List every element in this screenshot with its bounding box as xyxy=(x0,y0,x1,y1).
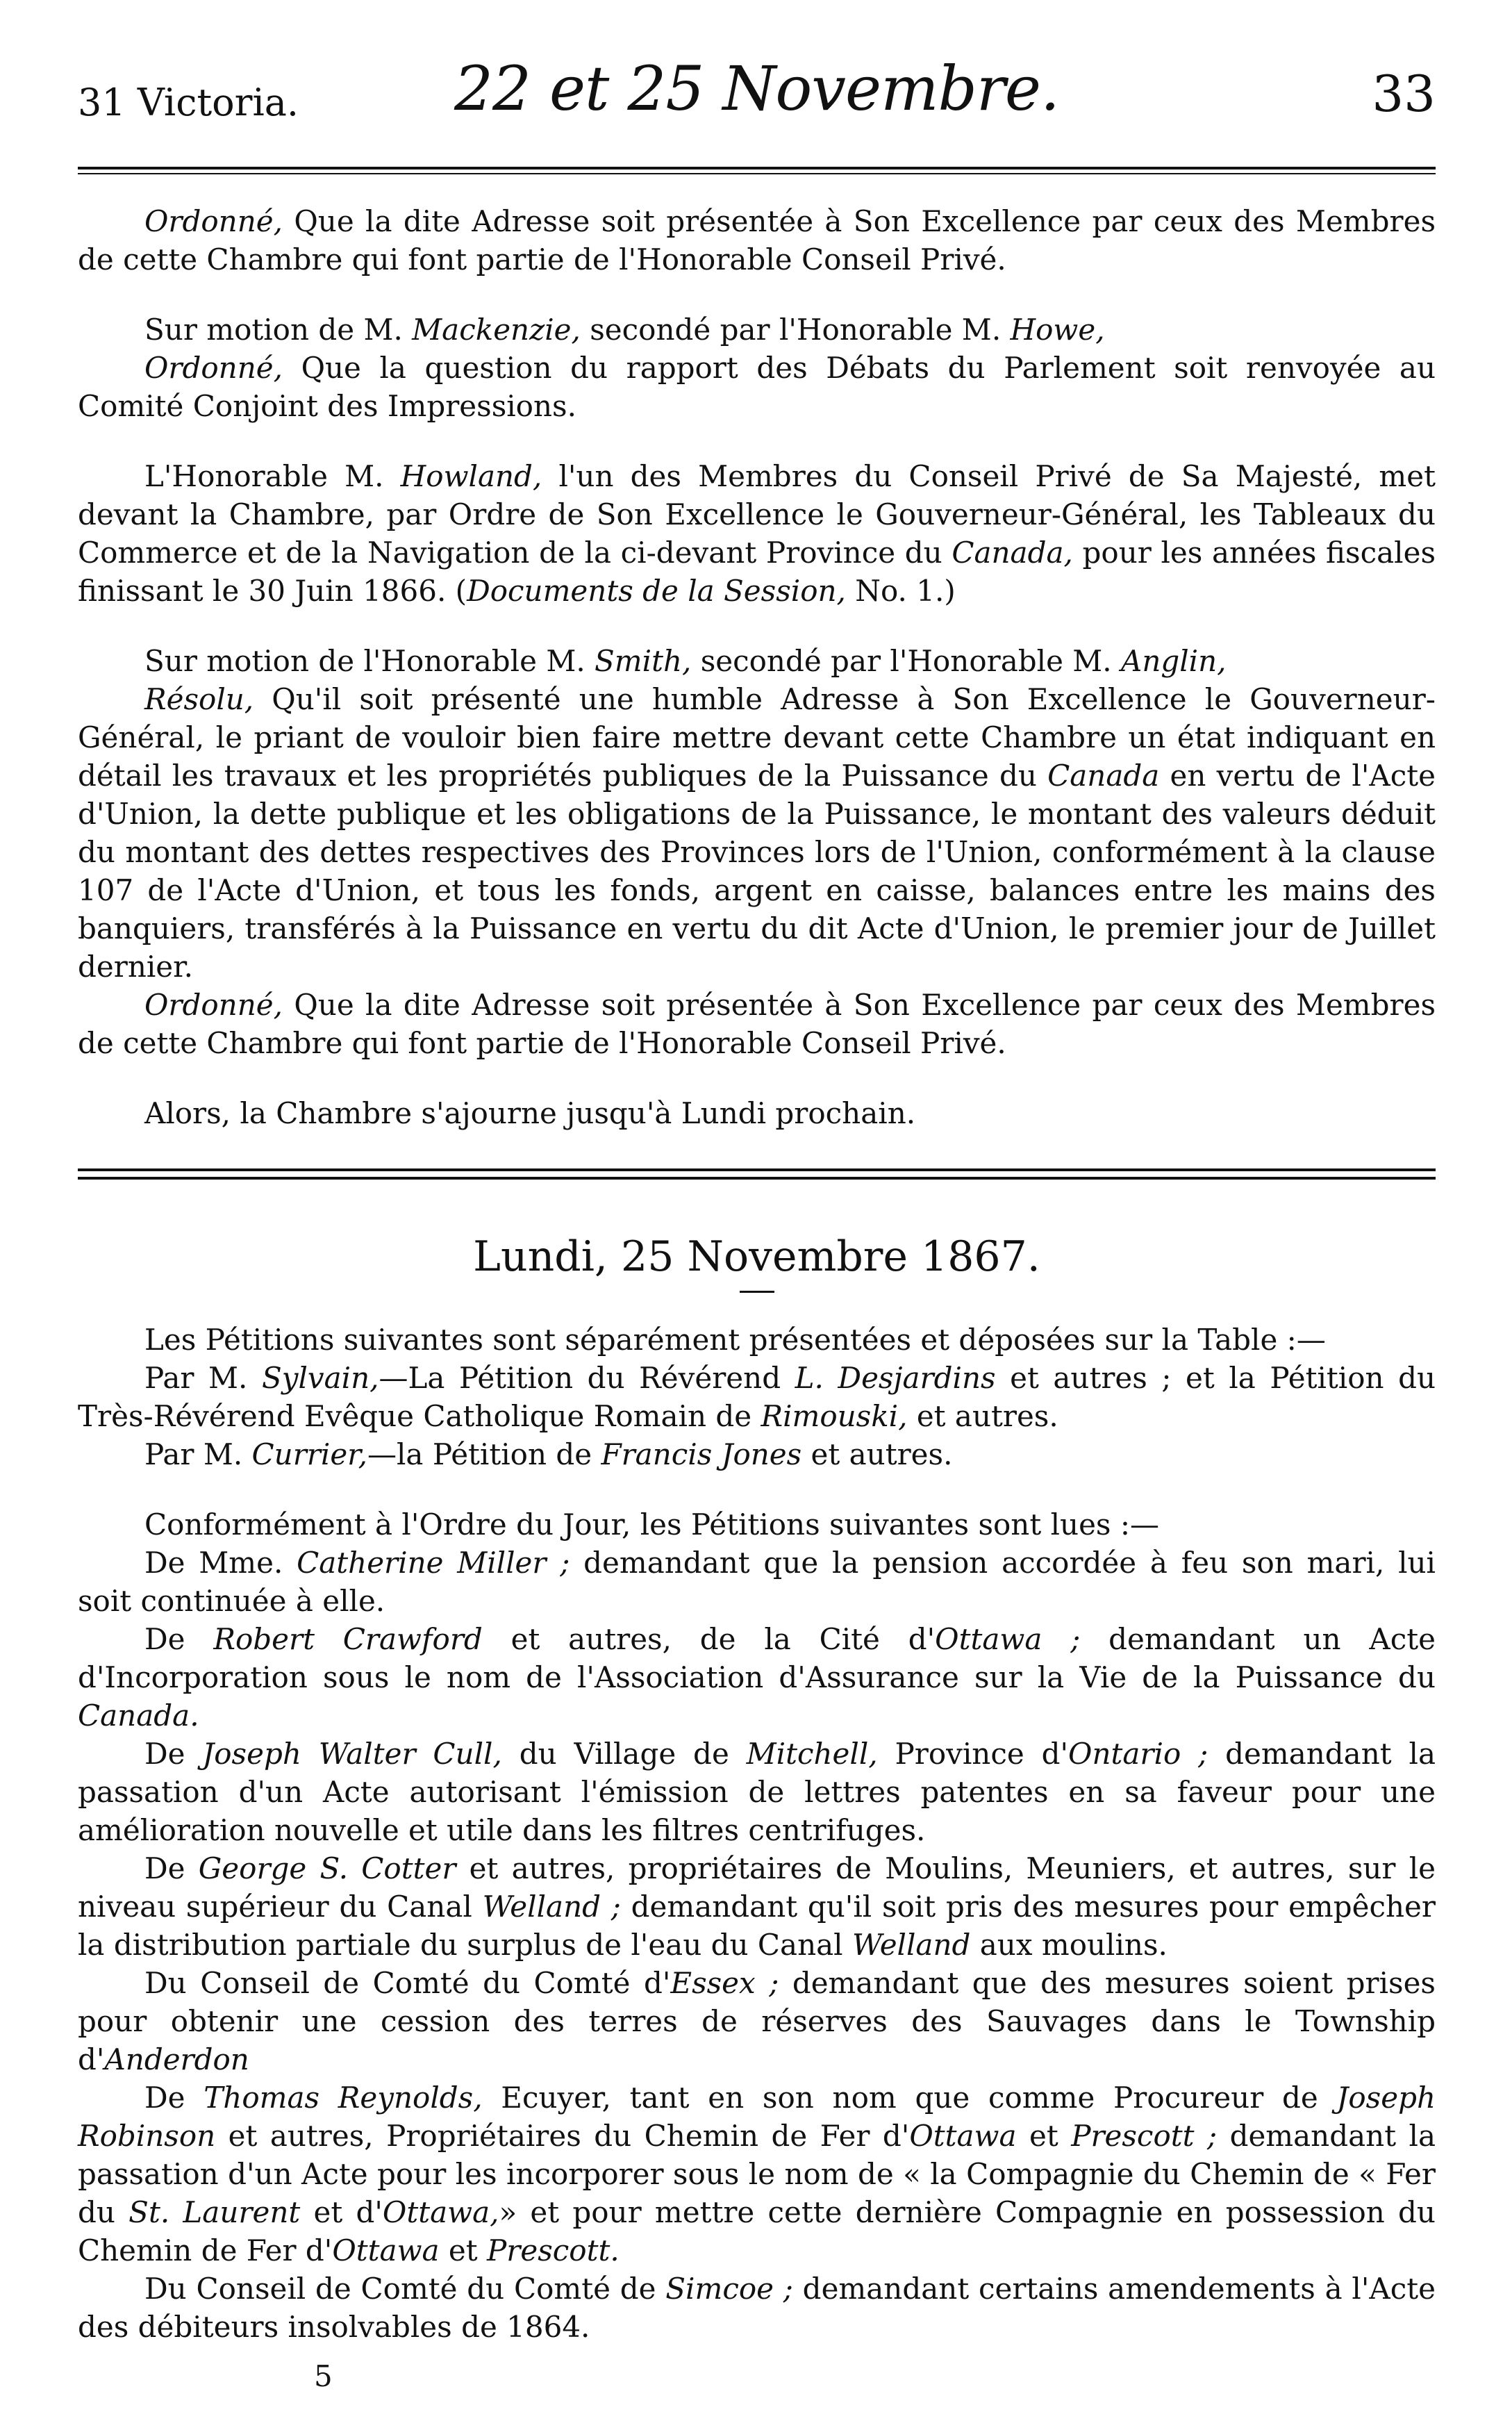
paragraph-petition-cotter: De George S. Cotter et autres, propriétaires de Moulins, Meuniers, et autres, sur le niveau supérieur du Canal Welland ; demandant qu'il soit pris des mesures pour empêcher la distribution partiale du surplus de l'eau du Canal Welland aux moulins. xyxy=(78,1851,1436,1962)
paragraph-ordonne-adresse: Ordonné, Que la dite Adresse soit présentée à Son Excellence par ceux des Membres de cette Chambre qui font partie de l'Honorable Conseil Privé. xyxy=(78,204,1436,276)
paragraph-resolu-adresse: Résolu, Qu'il soit présenté une humble Adresse à Son Excellence le Gouverneur-Général, le priant de vouloir bien faire mettre devant cette Chambre un état indiquant en détail les travaux et les propriétés publiques de la Puissance du Canada en vertu de l'Acte d'Union, la dette publique et les obligations de la Puissance, le montant des valeurs déduit du montant des dettes respectives des Provinces lors de l'Union, conformément à la clause 107 de l'Acte d'Union, et tous les fonds, argent en caisse, balances entre les mains des banquiers, transférés à la Puissance en vertu du dit Acte d'Union, le premier jour de Juillet dernier. xyxy=(78,682,1436,984)
paragraph-petitions-lues: Conformément à l'Ordre du Jour, les Pétitions suivantes sont lues :— xyxy=(144,1507,1159,1542)
section-rule xyxy=(78,1168,1436,1180)
paragraph-motion-mackenzie: Sur motion de M. Mackenzie, secondé par l'Honorable M. Howe, xyxy=(144,313,1105,347)
title-underline xyxy=(740,1291,774,1293)
header-rule xyxy=(78,167,1436,174)
running-header xyxy=(78,53,1436,146)
paragraph-ordonne-adresse-2: Ordonné, Que la dite Adresse soit présentée à Son Excellence par ceux des Membres de cette Chambre qui font partie de l'Honorable Conseil Privé. xyxy=(78,988,1436,1060)
sitting-date-title: Lundi, 25 Novembre 1867. xyxy=(473,1232,1040,1281)
paragraph-petition-essex: Du Conseil de Comté du Comté d'Essex ; demandant que des mesures soient prises pour obtenir une cession des terres de réserves des Sauvages dans le Township d'Anderdon xyxy=(78,1966,1436,2076)
paragraph-ajournement: Alors, la Chambre s'ajourne jusqu'à Lundi prochain. xyxy=(144,1096,916,1130)
paragraph-ordonne-debats: Ordonné, Que la question du rapport des Débats du Parlement soit renvoyée au Comité Conjoint des Impressions. xyxy=(78,351,1436,423)
signature-mark: 5 xyxy=(314,2359,333,2393)
paragraph-petition-miller: De Mme. Catherine Miller ; demandant que la pension accordée à feu son mari, lui soit continuée à elle. xyxy=(78,1546,1436,1618)
paragraph-petition-crawford: De Robert Crawford et autres, de la Cité d'Ottawa ; demandant un Acte d'Incorporation sous le nom de l'Association d'Assurance sur la Vie de la Puissance du Canada. xyxy=(78,1622,1436,1733)
paragraph-petition-simcoe: Du Conseil de Comté du Comté de Simcoe ; demandant certains amendements à l'Acte des débiteurs insolvables de 1864. xyxy=(78,2272,1436,2344)
paragraph-par-currier: Par M. Currier,—la Pétition de Francis Jones et autres. xyxy=(144,1437,953,1471)
paragraph-petition-reynolds: De Thomas Reynolds, Ecuyer, tant en son nom que comme Procureur de Joseph Robinson et autres, Propriétaires du Chemin de Fer d'Ottawa et Prescott ; demandant la passation d'un Acte pour les incorporer sous le nom de « la Compagnie du Chemin de « Fer du St. Laurent et d'Ottawa,» et pour mettre cette dernière Compagnie en possession du Chemin de Fer d'Ottawa et Prescott. xyxy=(78,2081,1436,2267)
header-date-range: 22 et 25 Novembre. xyxy=(454,53,1059,124)
paragraph-par-sylvain: Par M. Sylvain,—La Pétition du Révérend L. Desjardins et autres ; et la Pétition du Très-Révérend Evêque Catholique Romain de Rimouski, et autres. xyxy=(78,1361,1436,1433)
paragraph-motion-smith: Sur motion de l'Honorable M. Smith, secondé par l'Honorable M. Anglin, xyxy=(144,644,1227,678)
header-regnal-year: 31 Victoria. xyxy=(78,81,299,124)
paragraph-howland-tableaux: L'Honorable M. Howland, l'un des Membres du Conseil Privé de Sa Majesté, met devant la Chambre, par Ordre de Son Excellence le Gouverneur-Général, les Tableaux du Commerce et de la Navigation de la ci-devant Province du Canada, pour les années fiscales finissant le 30 Juin 1866. (Documents de la Session, No. 1.) xyxy=(78,459,1436,608)
paragraph-petition-cull: De Joseph Walter Cull, du Village de Mitchell, Province d'Ontario ; demandant la passation d'un Acte autorisant l'émission de lettres patentes en sa faveur pour une amélioration nouvelle et utile dans les filtres centrifuges. xyxy=(78,1737,1436,1847)
paragraph-petitions-presentees: Les Pétitions suivantes sont séparément présentées et déposées sur la Table :— xyxy=(144,1323,1326,1357)
page-number: 33 xyxy=(1372,65,1436,123)
